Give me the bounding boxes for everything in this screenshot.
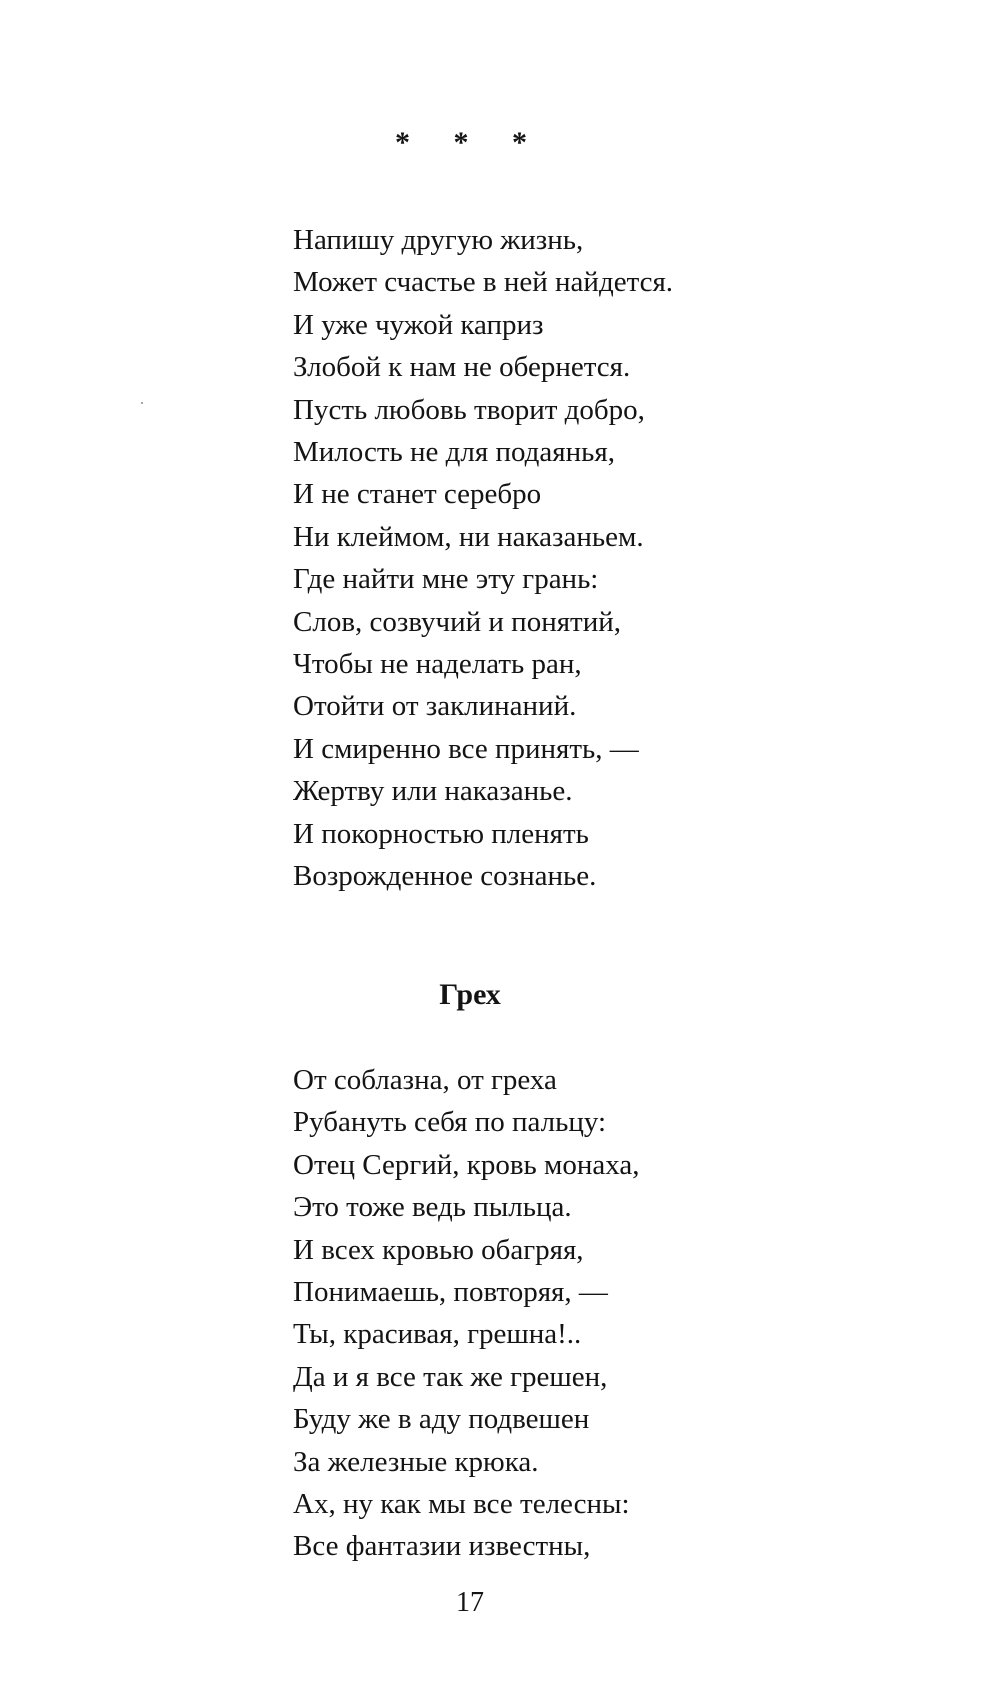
poem-line: Может счастье в ней найдется.	[293, 266, 674, 299]
poem-line: Слов, созвучий и понятий,	[293, 605, 622, 638]
poem-line: Жертву или наказанье.	[293, 775, 573, 808]
page-number: 17	[456, 1587, 484, 1618]
poem-line: Отойти от заклинаний.	[293, 690, 577, 723]
poem-line: За железные крюка.	[293, 1445, 539, 1478]
poem-line: Ты, красивая, грешна!..	[293, 1318, 582, 1351]
poem-line: Понимаешь, повторяя, —	[293, 1276, 608, 1309]
poem-line: От соблазна, от греха	[293, 1064, 557, 1096]
poem-line: Это тоже ведь пыльца.	[293, 1191, 572, 1224]
poem-untitled	[293, 219, 673, 898]
poem-line: Ах, ну как мы все телесны:	[293, 1488, 630, 1521]
poem-line: Милость не для подаянья,	[293, 436, 615, 469]
section-break-asterisks: * * *	[395, 126, 545, 159]
poem-line: Буду же в аду подвешен	[293, 1403, 590, 1436]
poem-line: И смиренно все принять, —	[293, 732, 639, 765]
poem-line: И покорностью пленять	[293, 817, 589, 850]
poem-line: И не станет серебро	[293, 478, 542, 511]
poem-line: Пусть любовь творит добро,	[293, 393, 645, 426]
poem-line: Отец Сергий, кровь монаха,	[293, 1148, 640, 1181]
poem-line: Да и я все так же грешен,	[293, 1360, 608, 1393]
poem-grekh	[293, 1059, 640, 1568]
poem-line: Ни клеймом, ни наказаньем.	[293, 520, 644, 553]
poem-line: И уже чужой каприз	[293, 308, 544, 341]
poem-line: Чтобы не наделать ран,	[293, 648, 582, 681]
poem-line: Возрожденное сознанье.	[293, 860, 597, 893]
poem-line: Рубануть себя по пальцу:	[293, 1106, 607, 1139]
print-speck	[141, 402, 143, 404]
poem-title: Грех	[439, 978, 501, 1011]
poem-line: Злобой к нам не обернется.	[293, 351, 631, 384]
poem-line: И всех кровью обагряя,	[293, 1233, 584, 1266]
poem-line: Где найти мне эту грань:	[293, 563, 599, 596]
poem-line: Напишу другую жизнь,	[293, 224, 584, 256]
poem-line: Все фантазии известны,	[293, 1530, 591, 1563]
